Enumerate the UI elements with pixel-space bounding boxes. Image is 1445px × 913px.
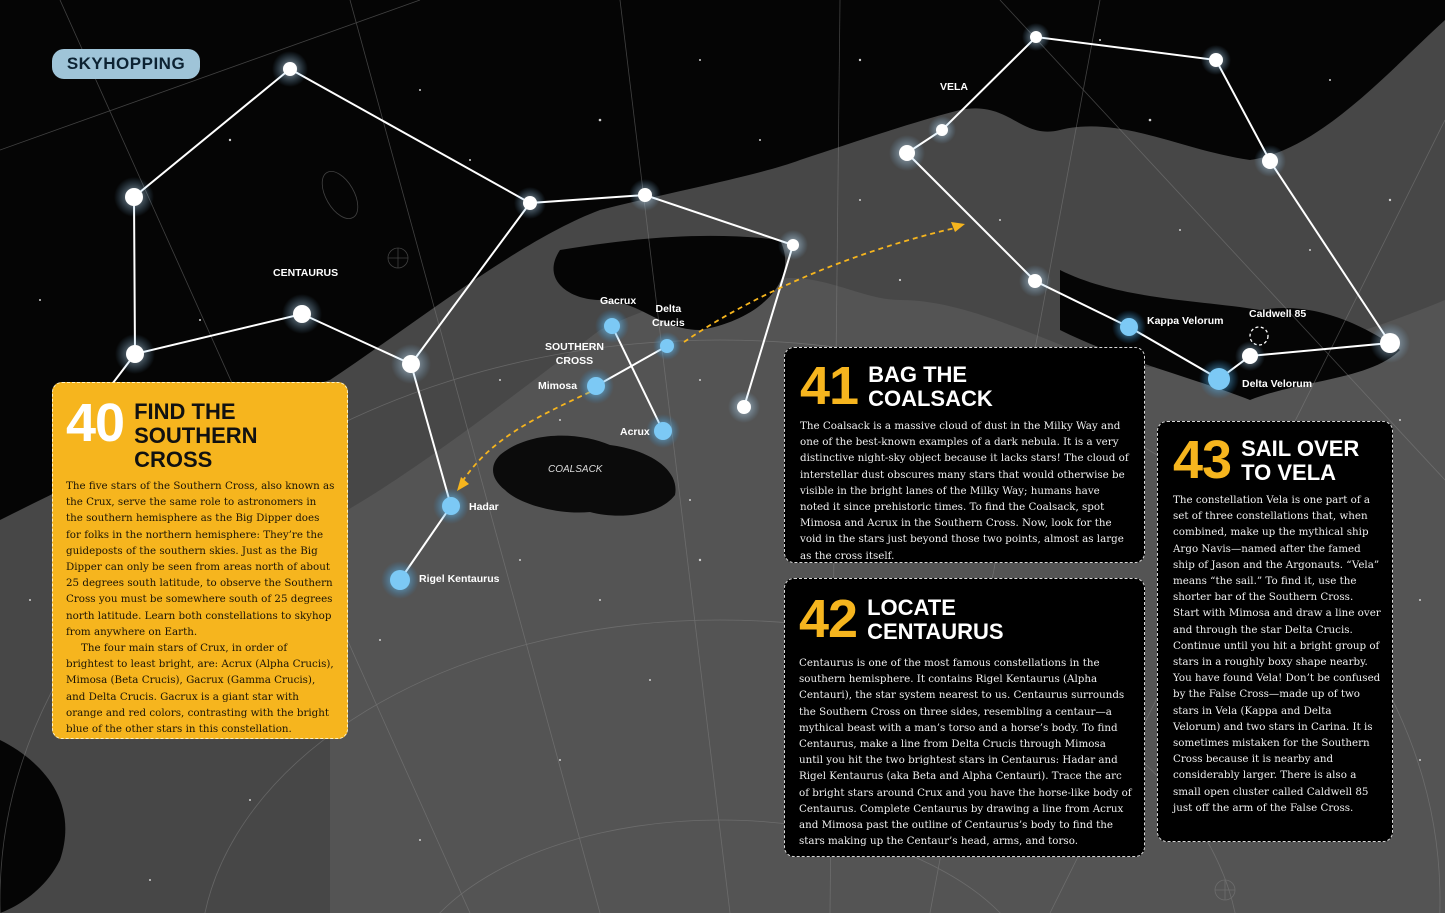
label-southern-cross: SOUTHERN CROSS — [545, 341, 604, 367]
label-mimosa: Mimosa — [538, 380, 578, 392]
section-tag: SKYHOPPING — [52, 49, 200, 79]
card-header — [66, 393, 335, 472]
card-locate-centaurus — [784, 578, 1145, 857]
label-coalsack: COALSACK — [548, 464, 603, 475]
card-header — [799, 589, 1132, 649]
label-vela: VELA — [940, 81, 969, 93]
card-body — [66, 478, 335, 737]
card-header — [800, 356, 1132, 416]
label-delta-crucis: Delta Crucis — [652, 303, 685, 329]
label-rigel-kentaurus: Rigel Kentaurus — [419, 573, 500, 585]
card-body — [800, 418, 1132, 564]
card-paragraph: The five stars of the Southern Cross, also known as the Crux, serve the same role to astronomers in the southern hemisphere as the Big Dipper does for folks in the northern hemisphere: They’re the guideposts of the southern skies. Just as the Big Dipper can only be seen from areas north of about 25 degrees south latitude, to observe the Southern Cross you must be somewhere south of 25 degrees north latitude. Learn both constellations to skyhop from anywhere on Earth. — [66, 480, 335, 638]
card-sail-over-to-vela — [1157, 421, 1393, 842]
label-delta-velorum: Delta Velorum — [1242, 378, 1313, 390]
card-body — [1173, 492, 1382, 816]
card-header — [1173, 430, 1382, 490]
label-acrux: Acrux — [620, 426, 650, 438]
card-paragraph: The Coalsack is a massive cloud of dust in the Milky Way and one of the best-known examples of a dark nebula. It is a very distinctive night-sky object because it lacks stars! The cloud of interstellar dust obscures many stars that would otherwise be visible in the bright lanes of the Milky Way; humans have noted it since prehistoric times. To find the Coalsack, spot Mimosa and Acrux in the Southern Cross. Now, look for the void in the stars just beyond those two points, almost as large as the cross itself. — [800, 420, 1129, 562]
card-bag-coalsack — [784, 347, 1145, 563]
card-title: LOCATE CENTAURUS — [867, 595, 1004, 644]
card-paragraph: Centaurus is one of the most famous constellations in the southern hemisphere. It contains Rigel Kentaurus (Alpha Centauri), the star system nearest to us. Centaurus surrounds the Southern Cross on three sides, resembling a centaur—a mythical beast with a man’s torso and a horse’s body. To find Centaurus, make a line from Delta Crucis through Mimosa until you hit the two brightest stars in Centaurus: Hadar and Rigel Kentaurus (aka Beta and Alpha Centauri). Trace the arc of bright stars around Crux and you have the horse-like body of Centaurus. Complete Centaurus by drawing a line from Acrux and Mimosa past the outline of Centaurus’s body to find the stars making up the Centaur’s head, arms, and torso. — [799, 657, 1132, 848]
card-body — [799, 655, 1132, 849]
card-paragraph: The four main stars of Crux, in order of brightest to least bright, are: Acrux (Alpha Crucis), Mimosa (Beta Crucis), Gacrux (Gamma Crucis), and Delta Crucis. Gacrux is a giant star with orange and red colors, contrasting with the bright blue of the other stars in this constellation. — [66, 642, 334, 736]
card-number: 41 — [800, 356, 859, 416]
card-number: 40 — [66, 393, 125, 453]
card-find-southern-cross — [52, 382, 348, 739]
card-number: 42 — [799, 589, 858, 649]
card-title: BAG THE COALSACK — [868, 362, 993, 411]
card-paragraph: The constellation Vela is one part of a set of three constellations that, when combined, make up the mythical ship Argo Navis—named after the famed ship of Jason and the Argonauts. “Vela” means “the sail.” To find it, use the shorter bar of the Southern Cross. Start with Mimosa and draw a line over and through the star Delta Crucis. Continue until you hit a bright group of stars in a roughly boxy shape nearby. You have found Vela! Don’t be confused by the False Cross—made up of two stars in Vela (Kappa and Delta Velorum) and two stars in Carina. It is sometimes mistaken for the Southern Cross because it is nearby and considerably larger. There is also a small open cluster called Caldwell 85 just off the arm of the False Cross. — [1173, 494, 1381, 814]
card-number: 43 — [1173, 430, 1232, 490]
card-title: FIND THE SOUTHERN CROSS — [134, 399, 258, 472]
label-centaurus: CENTAURUS — [273, 267, 339, 279]
card-title: SAIL OVER TO VELA — [1241, 436, 1360, 485]
label-hadar: Hadar — [469, 501, 499, 513]
label-caldwell-85: Caldwell 85 — [1249, 308, 1307, 320]
label-gacrux: Gacrux — [600, 295, 637, 307]
label-kappa-velorum: Kappa Velorum — [1147, 315, 1224, 327]
